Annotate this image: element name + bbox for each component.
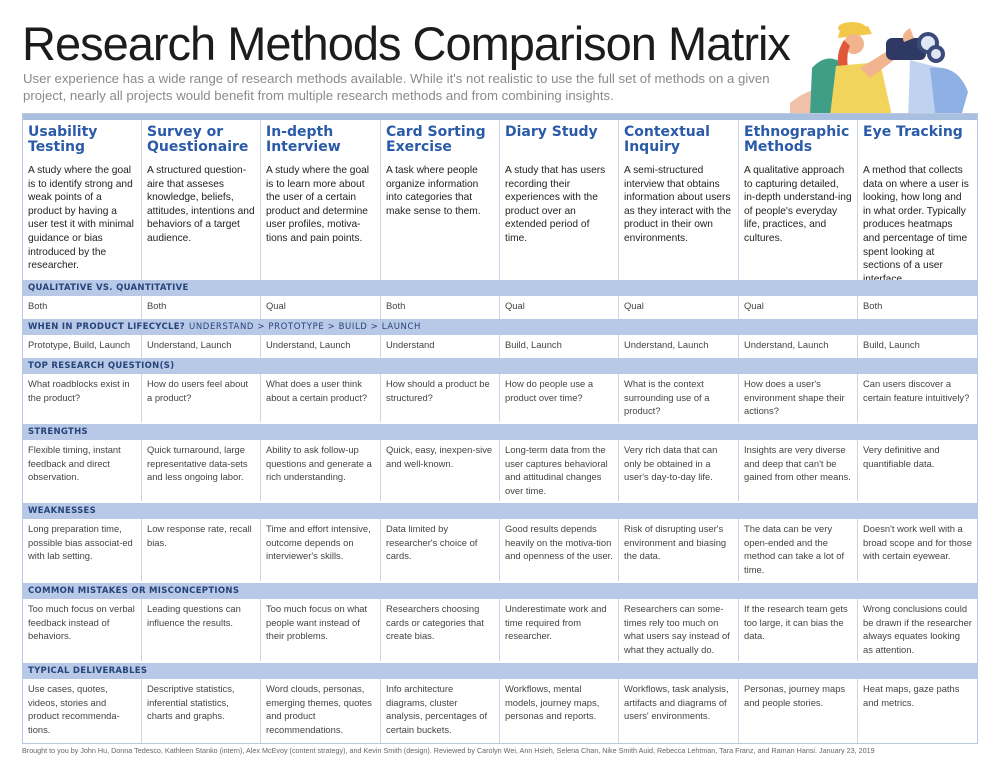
matrix-cell: Time and effort intensive, outcome depends on interviewer's skills. xyxy=(261,519,381,581)
matrix-cell: Leading questions can influence the results. xyxy=(142,599,261,661)
matrix-cell: Too much focus on what people want instead of their problems. xyxy=(261,599,381,661)
section-header-weaknesses xyxy=(23,503,977,519)
matrix-cell: Build, Launch xyxy=(500,335,619,356)
matrix-cell: Info architecture diagrams, cluster analysis, percentages of certain buckets. xyxy=(381,679,500,743)
matrix-cell: Workflows, task analysis, artifacts and diagrams of users' environments. xyxy=(619,679,739,743)
section-row-strengths xyxy=(23,440,977,501)
matrix-cell: How should a product be structured? xyxy=(381,374,500,422)
section-label: COMMON MISTAKES OR MISCONCEPTIONS xyxy=(28,586,240,596)
matrix-cell: Word clouds, personas, emerging themes, quotes and product recommendations. xyxy=(261,679,381,743)
matrix-cell: Very rich data that can only be obtained in a user's day-to-day life. xyxy=(619,440,739,501)
matrix-cell: Qual xyxy=(261,296,381,317)
researcher-with-binoculars-illustration xyxy=(790,8,990,120)
method-description: A qualitative approach to capturing detailed, in-depth understand-ing of people's everyday life, practices, and cultures. xyxy=(744,165,852,244)
method-description: A study where the goal is to identify strong and weak points of a product by having a user test it with minimal guidance or bias introduced by the researcher. xyxy=(28,165,134,272)
matrix-cell: Wrong conclusions could be drawn if the researcher always equates looking as attention. xyxy=(863,603,972,655)
method-name: In-depth Interview xyxy=(266,124,341,155)
matrix-cell: Build, Launch xyxy=(863,339,920,350)
comparison-matrix xyxy=(22,113,978,744)
matrix-cell: What does a user think about a certain product? xyxy=(261,374,381,422)
page-subtitle: User experience has a wide range of research methods available. While it's not realistic to use the full set of methods on a given project, nearly all projects would benefit from multiple research methods and from combining insights. xyxy=(23,71,770,103)
matrix-cell: Both xyxy=(381,296,500,317)
method-description: A study that has users recording their experiences with the product over an extended period of time. xyxy=(505,165,606,244)
matrix-cell: Good results depends heavily on the motiva-tion and openness of the user. xyxy=(500,519,619,581)
section-header-deliverables xyxy=(23,663,977,679)
matrix-cell: Both xyxy=(142,296,261,317)
section-header-lifecycle xyxy=(23,319,977,335)
matrix-cell: How do users feel about a product? xyxy=(142,374,261,422)
matrix-cell: Prototype, Build, Launch xyxy=(23,335,142,356)
matrix-cell: How does a user's environment shape their actions? xyxy=(739,374,858,422)
section-label: QUALITATIVE VS. QUANTITATIVE xyxy=(28,283,189,293)
method-name: Card Sorting Exercise xyxy=(386,124,486,155)
matrix-cell: Underestimate work and time required from researcher. xyxy=(500,599,619,661)
matrix-cell: Doesn't work well with a broad scope and for those with certain eyewear. xyxy=(863,523,972,562)
matrix-cell: How do people use a product over time? xyxy=(500,374,619,422)
matrix-cell: If the research team gets too large, it can bias the data. xyxy=(739,599,858,661)
matrix-cell: Use cases, quotes, videos, stories and product recommenda-tions. xyxy=(23,679,142,743)
matrix-cell: Qual xyxy=(619,296,739,317)
matrix-cell: Researchers choosing cards or categories that create bias. xyxy=(381,599,500,661)
matrix-cell: Risk of disrupting user's environment and biasing the data. xyxy=(619,519,739,581)
matrix-cell: Long preparation time, possible bias associat-ed with lab setting. xyxy=(23,519,142,581)
section-label: WHEN IN PRODUCT LIFECYCLE? xyxy=(28,322,186,332)
matrix-cell: Can users discover a certain feature intuitively? xyxy=(863,378,970,403)
matrix-cell: Too much focus on verbal feedback instead of behaviors. xyxy=(23,599,142,661)
matrix-cell: Understand, Launch xyxy=(261,335,381,356)
section-header-strengths xyxy=(23,424,977,440)
matrix-cell: What is the context surrounding use of a product? xyxy=(619,374,739,422)
matrix-cell: Low response rate, recall bias. xyxy=(142,519,261,581)
matrix-cell: Understand, Launch xyxy=(739,335,858,356)
method-description: A structured question-aire that asseses knowledge, beliefs, attitudes, intentions and behaviors of a target audience. xyxy=(147,165,255,244)
section-row-research-questions xyxy=(23,374,977,422)
method-name: Diary Study xyxy=(505,124,598,140)
lifecycle-stages: UNDERSTAND > PROTOTYPE > BUILD > LAUNCH xyxy=(189,322,422,332)
section-label: STRENGTHS xyxy=(28,427,88,437)
matrix-cell: Understand xyxy=(381,335,500,356)
matrix-cell: The data can be very open-ended and the method can take a lot of time. xyxy=(739,519,858,581)
section-header-research-questions xyxy=(23,358,977,374)
matrix-cell: Insights are very diverse and deep that can't be gained from other means. xyxy=(739,440,858,501)
method-name: Contextual Inquiry xyxy=(624,124,710,155)
matrix-cell: Long-term data from the user captures behavioral and attitudinal changes over time. xyxy=(500,440,619,501)
method-name: Usability Testing xyxy=(28,124,98,155)
matrix-cell: Quick turnaround, large representative data-sets and less ongoing labor. xyxy=(142,440,261,501)
method-name: Survey or Questionaire xyxy=(147,124,249,155)
section-row-qual-quant xyxy=(23,296,977,317)
section-row-lifecycle xyxy=(23,335,977,356)
matrix-cell: Data limited by researcher's choice of cards. xyxy=(381,519,500,581)
page-title: Research Methods Comparison Matrix xyxy=(22,17,790,70)
matrix-cell: Descriptive statistics, inferential statistics, charts and graphs. xyxy=(142,679,261,743)
section-label: WEAKNESSES xyxy=(28,506,97,516)
matrix-cell: Both xyxy=(23,296,142,317)
matrix-cell: Very definitive and quantifiable data. xyxy=(863,444,940,469)
matrix-cell: Workflows, mental models, journey maps, personas and reports. xyxy=(500,679,619,743)
matrix-cell: Qual xyxy=(500,296,619,317)
section-row-common-mistakes xyxy=(23,599,977,661)
matrix-cell: Heat maps, gaze paths and metrics. xyxy=(863,683,960,708)
matrix-cell: Understand, Launch xyxy=(142,335,261,356)
method-description: A semi-structured interview that obtains information about users as they interact with the product in their own environments. xyxy=(624,165,732,244)
matrix-cell: Ability to ask follow-up questions and generate a rich understanding. xyxy=(261,440,381,501)
method-description: A method that collects data on where a user is looking, how long and in what order. Typically produces heatmaps and percentage of time spent looking at sections of a user xyxy=(863,165,969,272)
matrix-cell: Researchers can some-times rely too much on what users say instead of what they actually do. xyxy=(619,599,739,661)
matrix-cell: Flexible timing, instant feedback and direct observation. xyxy=(23,440,142,501)
matrix-cell: Understand, Launch xyxy=(619,335,739,356)
matrix-cell: Qual xyxy=(739,296,858,317)
section-label: TOP RESEARCH QUESTION(S) xyxy=(28,361,175,371)
matrix-cell: Quick, easy, inexpen-sive and well-known. xyxy=(381,440,500,501)
section-header-qual-quant xyxy=(23,280,977,296)
section-label: TYPICAL DELIVERABLES xyxy=(28,666,148,676)
section-row-deliverables xyxy=(23,679,977,743)
method-description: A task where people organize information into categories that make sense to them. xyxy=(386,165,481,217)
method-description: A study where the goal is to learn more about the user of a certain product and determine user profiles, motiva-tions and pain points. xyxy=(266,165,370,244)
method-name: Ethnographic Methods xyxy=(744,124,850,155)
matrix-cell: What roadblocks exist in the product? xyxy=(23,374,142,422)
matrix-cell: Both xyxy=(863,300,883,311)
matrix-cell: Personas, journey maps and people stories. xyxy=(739,679,858,743)
section-header-common-mistakes xyxy=(23,583,977,599)
method-name: Eye Tracking xyxy=(863,124,963,140)
section-row-weaknesses xyxy=(23,519,977,581)
credits-footer: Brought to you by John Hu, Donna Tedesco, Kathleen Stanko (intern), Alex McEvoy (content strategy), and Kevin Smith (design). Reviewed by Carolyn Wei, Ann Hsieh, Selena Chan, Nike Smith Auid, Rebecca Lehtman, Tara Franz, and Raman Hansi. January 23, 2019 xyxy=(22,746,875,755)
